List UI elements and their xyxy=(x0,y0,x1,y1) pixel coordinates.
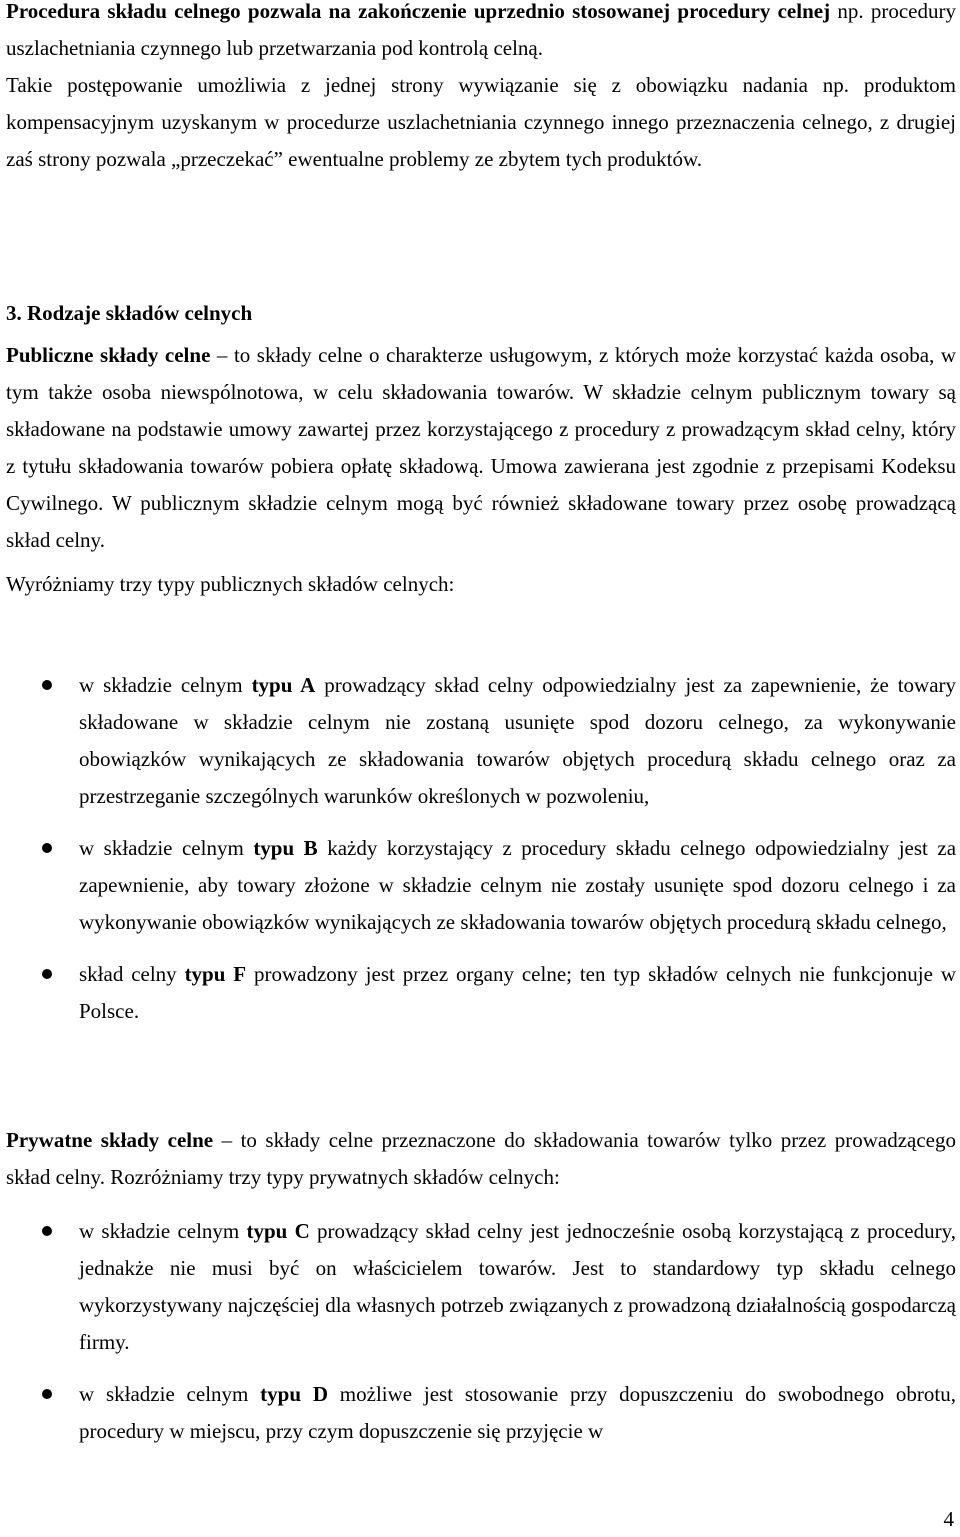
type-name: typu F xyxy=(184,962,247,986)
intro-block xyxy=(6,0,956,178)
type-prefix: w składzie celnym xyxy=(79,1382,261,1406)
bullet-icon xyxy=(42,1226,52,1236)
public-types-intro: Wyróżniamy trzy typy publicznych składów celnych: xyxy=(6,572,455,596)
list-item-type-d xyxy=(6,1376,956,1450)
type-prefix: w składzie celnym xyxy=(79,673,252,697)
type-prefix: w składzie celnym xyxy=(79,836,254,860)
bullet-icon xyxy=(42,969,52,979)
private-definition-text: – to składy celne przeznaczone do składowania towarów tylko przez prowadzącego skład celny. Rozróżniamy trzy typy prywatnych składów celnych: xyxy=(6,1128,956,1189)
intro-first-paragraph xyxy=(6,0,956,67)
public-term: Publiczne składy celne xyxy=(6,343,211,367)
type-name: typu B xyxy=(253,836,318,860)
bullet-icon xyxy=(42,1389,52,1399)
intro-bold-text: Procedura składu celnego pozwala na zakończenie uprzednio stosowanej procedury celnej xyxy=(6,0,831,23)
bullet-icon xyxy=(42,680,52,690)
public-types-list xyxy=(6,667,956,1030)
private-warehouses-section xyxy=(6,1122,956,1196)
type-prefix: w składzie celnym xyxy=(79,1219,247,1243)
type-description: każdy korzystający z procedury składu celnego odpowiedzialny jest za zapewnienie, aby towary złożone w składzie celnym nie zostały usunięte spod dozoru celnego i za wykonywanie obowiązków wynikających ze składowania towarów objętych procedurą składu celnego, xyxy=(79,836,957,934)
intro-rest-text: np. procedury uszlachetniania czynnego lub przetwarzania pod kontrolą celną. xyxy=(6,0,956,60)
type-prefix: skład celny xyxy=(79,962,185,986)
private-types-list xyxy=(6,1213,956,1450)
type-description: prowadzący skład celny jest jednocześnie osobą korzystającą z procedury, jednakże nie musi być on właścicielem towarów. Jest to standardowy typ składu celnego wykorzystywany najczęściej dla własnych potrzeb związanych z prowadzoną działalnością gospodarczą firmy. xyxy=(79,1219,957,1354)
page-number: 4 xyxy=(943,1507,954,1531)
type-name: typu A xyxy=(251,673,316,697)
type-name: typu C xyxy=(246,1219,310,1243)
type-description: prowadzący skład celny odpowiedzialny jest za zapewnienie, że towary składowane w składzie celnym nie zostaną usunięte spod dozoru celnego, za wykonywanie obowiązków wynikających ze składowania towarów objętych procedurą składu celnego oraz za przestrzeganie szczególnych warunków określonych w pozwoleniu, xyxy=(79,673,957,808)
bullet-icon xyxy=(42,843,52,853)
section-heading: 3. Rodzaje składów celnych xyxy=(6,301,253,325)
private-term: Prywatne składy celne xyxy=(6,1128,214,1152)
list-item-type-a xyxy=(6,667,956,815)
public-warehouses-section xyxy=(6,337,956,603)
public-definition-text: – to składy celne o charakterze usługowym, z których może korzystać każda osoba, w tym także osoba niewspólnotowa, w celu składowania towarów. W składzie celnym publicznym towary są składowane na podstawie umowy zawartej przez korzystającego z procedury z prowadzącym skład celny, który z tytułu składowania towarów pobiera opłatę składową. Umowa zawierana jest zgodnie z przepisami Kodeksu Cywilnego. W publicznym składzie celnym mogą być również składowane towary przez osobę prowadzącą skład celny. xyxy=(6,343,956,552)
list-item-type-c xyxy=(6,1213,956,1361)
private-definition-paragraph xyxy=(6,1122,956,1196)
type-description: możliwe jest stosowanie przy dopuszczeniu do swobodnego obrotu, procedury w miejscu, przy czym dopuszczenie się przyjęcie w xyxy=(79,1382,956,1443)
list-item-type-b xyxy=(6,830,956,941)
intro-second-paragraph: Takie postępowanie umożliwia z jednej strony wywiązanie się z obowiązku nadania np. produktom kompensacyjnym uzyskanym w procedurze uszlachetniania czynnego innego przeznaczenia celnego, z drugiej zaś strony pozwala „przeczekać” ewentualne problemy ze zbytem tych produktów. xyxy=(6,73,956,171)
list-item-type-f xyxy=(6,956,956,1030)
type-description: prowadzony jest przez organy celne; ten typ składów celnych nie funkcjonuje w Polsce. xyxy=(79,962,957,1023)
public-definition-paragraph xyxy=(6,337,956,559)
type-name: typu D xyxy=(260,1382,328,1406)
